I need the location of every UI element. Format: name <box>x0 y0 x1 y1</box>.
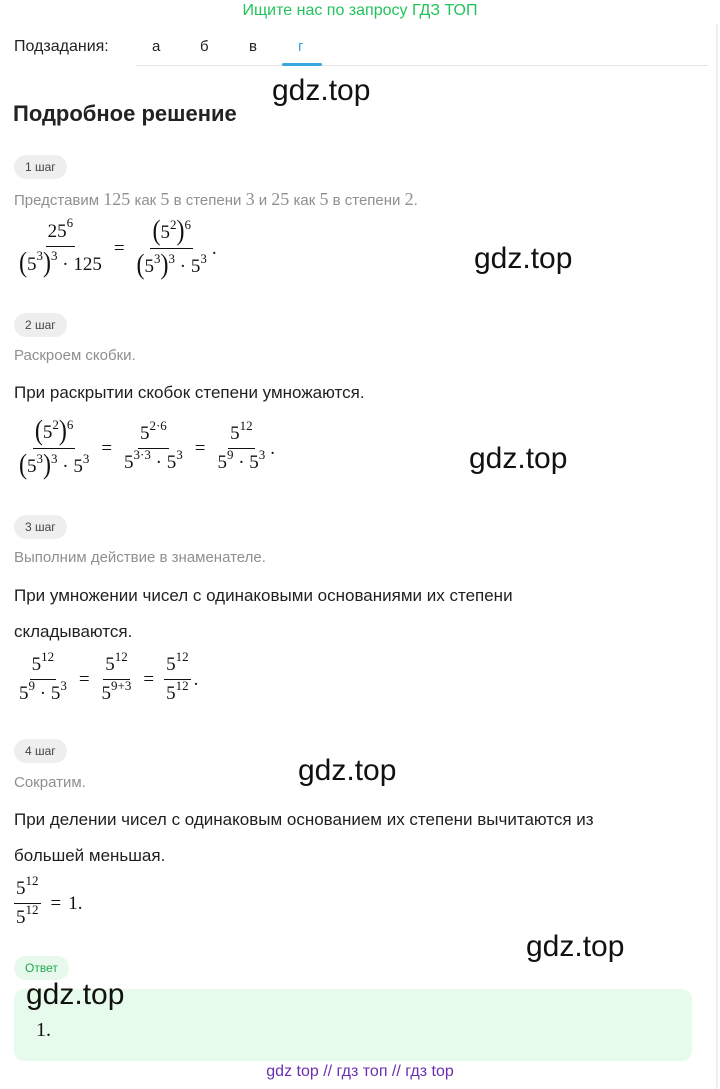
fraction: $\frac{5^{12}}{5^{12}}$ <box>166 648 189 704</box>
step-3-badge: 3 шаг <box>14 515 67 539</box>
desc-text: в степени <box>173 192 242 209</box>
subtasks-divider <box>136 65 708 66</box>
step-2-badge: 2 шаг <box>14 313 67 337</box>
step-1-equation: $\frac{25^6}{(5^3)^3 \cdot 125}$ = $\frac{(5^2)^6}{(5^3)^3 \cdot 5^3}$ . <box>19 215 217 281</box>
desc-number: 5 <box>319 189 329 209</box>
subtask-tab-a[interactable]: а <box>152 38 161 55</box>
step-2-equation: $\frac{(5^2)^6}{(5^3)^3 \cdot 5^3}$ = $\frac{5^{2\cdot 6}}{5^{3\cdot 3} \cdot 5^3}$ = $\frac{5^{12}}{5^9 \cdot 5^3}$ . <box>19 415 276 481</box>
answer-value: 1. <box>36 1019 51 1041</box>
step-1-description <box>14 189 418 210</box>
watermark: gdz.top <box>526 930 625 963</box>
step-4-equation: $\frac{5^{12}}{5^{12}}$ = 1. <box>16 872 83 928</box>
fraction: $\frac{5^{12}}{5^9 \cdot 5^3}$ <box>217 417 266 473</box>
active-tab-indicator <box>282 63 322 66</box>
step-4-badge: 4 шаг <box>14 739 67 763</box>
desc-text: как <box>134 192 157 209</box>
subtask-tab-b[interactable]: б <box>200 38 209 55</box>
fraction: $\frac{25^6}{(5^3)^3 \cdot 125}$ <box>19 215 102 278</box>
desc-text: Представим <box>14 192 100 209</box>
step-2-description: Раскроем скобки. <box>14 347 136 364</box>
step-3-description: Выполним действие в знаменателе. <box>14 549 266 566</box>
step-4-text-line-2: большей меньшая. <box>14 846 166 865</box>
step-3-equation: $\frac{5^{12}}{5^9 \cdot 5^3}$ = $\frac{5^{12}}{5^{9+3}}$ = $\frac{5^{12}}{5^{12}}$ . <box>19 648 199 704</box>
search-hint-banner: Ищите нас по запросу ГДЗ ТОП <box>242 2 478 19</box>
subtask-tab-g[interactable]: г <box>298 38 304 55</box>
page-title: Подробное решение <box>13 101 237 126</box>
step-3-text-line-2: складываются. <box>14 622 133 641</box>
fraction: $\frac{(5^2)^6}{(5^3)^3 \cdot 5^3}$ <box>19 415 90 481</box>
desc-text: как <box>293 192 316 209</box>
desc-number: 5 <box>160 189 170 209</box>
answer-badge: Ответ <box>14 956 69 980</box>
watermark: gdz.top <box>469 442 568 475</box>
watermark: gdz.top <box>26 978 125 1011</box>
step-4-description: Сократим. <box>14 774 86 791</box>
step-4-text-line-1: При делении чисел с одинаковым основанием их степени вычитаются из <box>14 810 594 829</box>
watermark: gdz.top <box>298 754 397 787</box>
desc-number: 125 <box>103 189 131 209</box>
step-3-text-line-1: При умножении чисел с одинаковыми основаниями их степени <box>14 586 513 605</box>
fraction: $\frac{(5^2)^6}{(5^3)^3 \cdot 5^3}$ <box>136 215 207 281</box>
subtask-tab-v[interactable]: в <box>249 38 257 55</box>
subtasks-bar <box>14 36 694 66</box>
desc-text: в степени <box>332 192 401 209</box>
step-2-text: При раскрытии скобок степени умножаются. <box>14 383 365 402</box>
desc-number: 3 <box>245 189 255 209</box>
subtasks-label: Подзадания: <box>14 38 109 55</box>
desc-text: . <box>413 192 418 209</box>
watermark: gdz.top <box>272 74 371 107</box>
footer-links[interactable]: gdz top // гдз топ // гдз top <box>266 1063 454 1080</box>
fraction: $\frac{5^{2\cdot 6}}{5^{3\cdot 3} \cdot 5^3}$ <box>124 417 183 473</box>
desc-text: и <box>258 192 268 209</box>
desc-number: 2 <box>404 189 414 209</box>
right-divider <box>716 24 718 1089</box>
fraction: $\frac{5^{12}}{5^{12}}$ <box>16 872 39 928</box>
fraction: $\frac{5^{12}}{5^9 \cdot 5^3}$ <box>19 648 67 704</box>
desc-number: 25 <box>271 189 290 209</box>
watermark: gdz.top <box>474 242 573 275</box>
fraction: $\frac{5^{12}}{5^{9+3}}$ <box>101 648 132 704</box>
step-1-badge: 1 шаг <box>14 155 67 179</box>
